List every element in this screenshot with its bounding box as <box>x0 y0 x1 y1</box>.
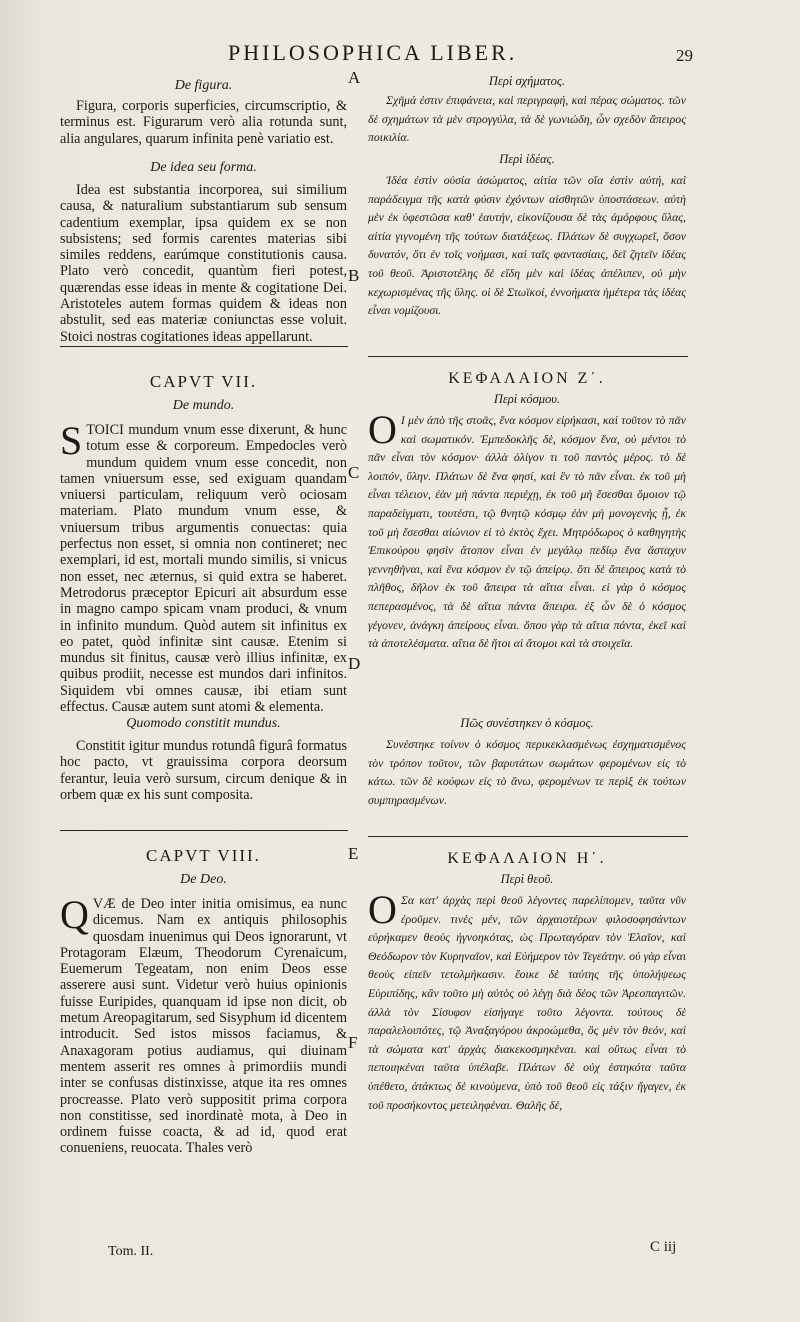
paragraph-text: Ἰδέα ἐστὶν οὐσία ἀσώματος, αἰτία τῶν οἵα ἐστὶν αὐτή, καὶ παράδειγμα τῆς κατὰ φύσιν ἐχόντων αἰσθητῶν ὑποστάσεων. αὐτὴ μὲν ἐκ ὑφεστῶσα καθ' ἑαυτήν, εἰκονίζουσα δὲ τὰς ἀμόρφους ὕλας, αἰτία γιγνομένη τῆς τούτων διατάξεως. Πλάτων δὲ συγχωρεῖ, ὅσον δυνατόν, ὅτι ἐν τοῖς νοήμασι, καὶ ταῖς φαντασίαις, δεῖ ζητεῖν ἰδέας τοῦ θεοῦ. Ἀριστοτέλης δὲ εἴδη μὲν καὶ ἰδέας ἀπέλιπεν, οὐ μὴν κεχωρισμένας τῆς ὕλης. οἱ δὲ Στωϊκοί, ἐννοήματα ἡμέτερα τὰς ἰδέας εἶναι νομίζουσι. <box>368 173 686 318</box>
section-rule <box>60 830 348 831</box>
paragraph <box>60 98 347 147</box>
section-heading: Quomodo constitit mundus. <box>126 716 281 731</box>
greek-peri-ideas <box>368 152 686 320</box>
latin-de-figura <box>60 78 347 147</box>
drop-cap: Ο <box>368 407 397 452</box>
margin-marker-f: F <box>348 1033 358 1052</box>
paragraph <box>368 407 686 653</box>
paragraph-text: Σα κατ' ἀρχὰς περὶ θεοῦ λέγοντες παρελίπομεν, ταῦτα νῦν ἐροῦμεν. τινὲς μέν, τῶν ἀρχαιοτέρων φιλοσοφησάντων εὑρήκαμεν θεοὺς ἠγνοηκότας, ὡς Πρωταγόραν τὸν Ἐλαῖον, καὶ Θεόδωρον τὸν Κυρηναῖον, καὶ Εὐήμερον τὸν Τεγεάτην. οὐ γὰρ εἶναι θεοὺς εἰπεῖν τετολμήκασιν. ἔοικε δὲ ταύτης τῆς ὑπολήψεως Εὐριπίδης, κἂν τοῦτο μὴ αὐτὸς οὐ λέγῃ διὰ δέος τῶν Ἀρεοπαγιτῶν. ἀλλὰ τὸν Σίσυφον εἰσήγαγε τοῦτο λέγοντα. τούτους δὲ παραλελοιπότες, τῷ Ἀναξαγόρου ἀκροώμεθα, ὃς μὲν τὸν θεόν, καὶ τὰ σώματα κατ' ἀρχὰς διακεκοσμηκέναι. καὶ οὕτως εἶναι τὸ πεποιηκέναι ταῦτα ὑπέλαβε. Πλάτων δὲ οὐχ ἑστηκότα ταῦτα ὑπέθετο, ἀτάκτως δὲ κινούμενα, ὑπὸ τοῦ θεοῦ εἰς τάξιν ἤγαγεν, ἐκ τοῦ προσήκοντος μετειληφέναι. Θαλῆς δὲ, <box>368 893 686 1112</box>
paragraph <box>60 738 347 803</box>
paragraph-text: VÆ de Deo inter initia omisimus, ea nunc dicemus. Nam ex antiquis philosophis quosdam inuenimus qui Deos ignorarunt, vt Protagoram Elæum, Theodorum Cyrenaicum, Euemerum Tegeatam, non enim Deos esse asserere ausi sunt. Videtur verò huius opinionis fuisse Euripides, quanquam id ipse non dicit, ob metum Areopagitarum, sed Sisyphum id dicentem introducit. Sed istos missos faciamus, & Anaxagoram potius audiamus, qui diuinam mentem asserit res omnes à primordiis mundi inter se confusas distinxisse, atque ita res omnes procreasse. Plato verò suppositit prima corpora non constitisse, sed inordinatè mota, à Deo in ordinem fuisse coacta, & ad id, quod erat conueniens, reuocata. Thales verò <box>60 896 347 1157</box>
section-rule <box>60 346 348 347</box>
paragraph-text: Idea est substantia incorporea, sui similium causa, & naturalium substantiarum sub sensum cadentium exemplar, ipsa quidem ex se non subsistens; sed formis carentes materias sibi similes reddens, earúmque constitutionis causa. Plato verò concedit, quantùm fieri potest, quærendas esse ideas in mente & cogitatione Dei. Aristoteles autem formas quidem & ideas non abstulit, sed eas materiæ coniunctas esse voluit. Stoici nostras cogitationes ideas appellarunt. <box>60 182 347 345</box>
margin-marker-a: A <box>348 68 361 87</box>
latin-caput-7 <box>60 372 347 715</box>
section-heading: De Deo. <box>180 872 227 887</box>
section-heading: Περὶ θεοῦ. <box>500 872 554 886</box>
drop-cap: S <box>60 418 83 463</box>
margin-marker-d: D <box>348 654 361 673</box>
running-head-title: PHILOSOPHICA LIBER. <box>228 40 518 65</box>
drop-cap: Ο <box>368 887 397 932</box>
section-rule <box>368 836 688 837</box>
paragraph <box>60 892 347 1157</box>
paragraph-text: TOICI mundum vnum esse dixerunt, & hunc totum esse & corporeum. Empedocles verò mundum quidem vnum esse concedit, non tamen vniuersum esse, sed exiguam quandam vniuersi particulam, reliquum verò ociosam materiam. Plato mundum vnum esse, & vniuersum tribus argumentis conuectas: quia perfectus non esset, si omnia non contineret; nec exemplari, id est, mortali mundo similis, si vnicus non esset, nec æternus, si quid extra se haberet. Metrodorus præceptor Epicuri ait absurdum esse in magno campo spicam vnam produci, & vnum in infinito mundum. Quòd autem sit infinitus ex eo patet, quòd infinitæ sint causæ. Etenim si mundus sit finitus, causæ verò illius infinitæ, ex quibus prodiit, necesse est mundos dari infinitos. Siquidem vbi omnes causæ, ibi etiam sunt effectus. Causæ autem sunt atomi & elementa. <box>60 422 347 716</box>
running-head <box>0 40 800 74</box>
greek-kefalaion-7 <box>368 370 686 653</box>
margin-marker-e: E <box>348 844 359 863</box>
latin-quomodo <box>60 716 347 803</box>
latin-caput-8 <box>60 846 347 1157</box>
page-number: 29 <box>676 46 693 65</box>
paragraph-text: Σχῆμά ἐστιν ἐπιφάνεια, καὶ περιγραφή, καὶ πέρας σώματος. τῶν δὲ σχημάτων τὰ μὲν στρογγύλα, τὰ δὲ γωνιώδη, ὧν σχεδὸν ἄπειρος ποικιλία. <box>368 93 686 145</box>
chapter-heading: ΚΕΦΑΛΑΙΟΝ Ζ΄. <box>448 370 606 387</box>
section-heading: Περὶ κόσμου. <box>493 392 561 406</box>
paragraph <box>368 91 686 147</box>
paragraph-text: Συνέστηκε τοίνυν ὁ κόσμος περικεκλασμένως ἐσχηματισμένος τὸν τρόπον τοῦτον, τῶν βαρυτάτων σωμάτων φερομένων εἰς τὸ κάτω. τῶν δὲ κούφων εἰς τὸ ἄνω, φερομένων τε περὶξ ἐκ τούτων συμπηρασμένων. <box>368 737 686 807</box>
paragraph-text: Constitit igitur mundus rotundâ figurâ formatus hoc pacto, vt grauissima corpora deorsum ferantur, leuia verò sursum, circum denique & in orbem quæ ex his sunt composita. <box>60 738 347 803</box>
margin-marker-b: B <box>348 266 360 285</box>
section-heading: De idea seu forma. <box>150 160 257 175</box>
margin-marker-c: C <box>348 463 360 482</box>
section-heading: De mundo. <box>172 398 235 413</box>
section-heading: Περὶ σχήματος. <box>488 74 566 88</box>
section-heading: Περὶ ἰδέας. <box>499 152 555 166</box>
greek-peri-schematos <box>368 74 686 147</box>
paragraph <box>368 887 686 1114</box>
paragraph <box>368 171 686 320</box>
signature-mark: C iij <box>650 1239 677 1255</box>
section-heading: De figura. <box>174 78 233 93</box>
paragraph-text: Figura, corporis superficies, circumscriptio, & terminus est. Figurarum verò alia rotunda sunt, alia angulares, quarum infinita penè variatio est. <box>60 98 347 147</box>
paragraph <box>368 735 686 809</box>
greek-kefalaion-8 <box>368 850 686 1114</box>
paragraph <box>60 182 347 345</box>
section-rule <box>368 356 688 357</box>
section-heading: Πῶς συνέστηκεν ὁ κόσμος. <box>460 716 594 730</box>
paragraph-text: Ι μὲν ἀπὸ τῆς στοᾶς, ἕνα κόσμον εἰρήκασι, καὶ τοῦτον τὸ πᾶν καὶ σωματικόν. Ἐμπεδοκλῆς δὲ, κόσμον ἕνα, οὐ μέντοι τὸ πᾶν εἶναι τὸν κόσμον· ἀλλὰ ὀλίγον τι τοῦ παντὸς μέρος. τὸ δὲ λοιπόν, ὕλην. Πλάτων δὲ ἕνα φησί, καὶ ἓν τὸ πᾶν εἶναι. ἐκ τοῦ μὴ εἶναι τέλειον, ἐὰν μὴ πάντα περιέχῃ, ἐκ τοῦ μὴ ἔσεσθαι ὅμοιον τῷ παραδείγματι, τουτέστι, τῷ θνητῷ κόσμῳ ἐὰν μὴ μονογενὴς ᾖ, ἐκ τοῦ μὴ ἔσεσθαι αἰώνιον εἰ τὸ ἐκτὸς ἔχει. Μητρόδωρος ὁ καθηγητὴς Ἐπικούρου φησὶν ἄτοπον εἶναι ἐν μεγάλῳ πεδίῳ ἕνα ἄσταχυν γεννηθῆναι, καὶ ἕνα κόσμον ἐν τῷ ἀπείρῳ. ὅτι δὲ ἄπειρος κατὰ τὸ πλῆθος, δῆλον ἐκ τοῦ ἄπειρα τὰ αἴτια εἶναι. εἰ γὰρ ὁ κόσμος πεπερασμένος, τὰ δὲ αἴτια πάντα ἄπειρα. ἐξ ὧν δὲ ὁ κόσμος γέγονεν, ἀνάγκη ἀπείρους εἶναι. ὅπου γὰρ τὰ αἴτια πάντα, ἐκεῖ καὶ τὰ ἀποτελέσματα. αἴτια δὲ ἤτοι αἱ ἄτομοι καὶ τὰ στοιχεῖα. <box>368 413 686 651</box>
latin-de-idea <box>60 160 347 345</box>
greek-pos-sunesteken <box>368 716 686 809</box>
chapter-heading: ΚΕΦΑΛΑΙΟΝ Η΄. <box>447 850 607 867</box>
paragraph <box>60 418 347 716</box>
chapter-heading: CAPVT VII. <box>149 372 258 391</box>
volume-footer: Tom. II. <box>108 1244 154 1259</box>
chapter-heading: CAPVT VIII. <box>146 846 261 865</box>
drop-cap: Q <box>60 892 89 937</box>
